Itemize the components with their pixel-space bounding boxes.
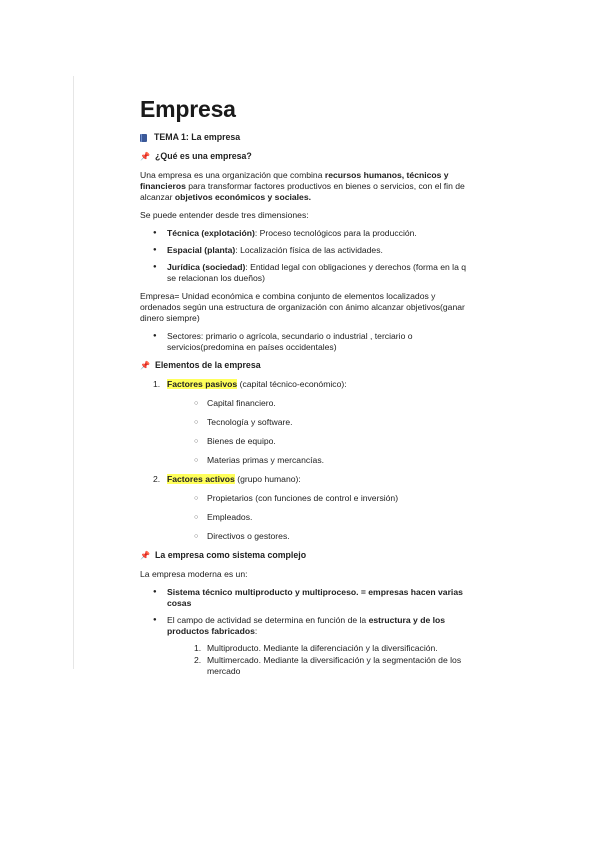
list-item: ● El campo de actividad se determina en función de la estructura y de los productos fabricados: 1. Multiproducto. Mediante la diferenciación y la diversificación. 2. Multimercado. Mediante la diversificación y la segmentación de los mercado: [140, 615, 470, 677]
pin-icon: 📌: [140, 152, 150, 161]
tema-label: TEMA 1: La empresa: [154, 132, 241, 142]
list-item: ○ Empleados.: [167, 512, 470, 523]
list-item: ○ Bienes de equipo.: [167, 436, 470, 447]
list-item: ● Jurídica (sociedad): Entidad legal con obligaciones y derechos (forma en la q se relacionan los dueños): [140, 262, 470, 284]
page-margin-line: [73, 76, 74, 669]
list-item: ○ Materias primas y mercancías.: [167, 455, 470, 466]
tema-heading: [140, 132, 470, 143]
list-item: ○ Tecnología y software.: [167, 417, 470, 428]
empresa-definition: Empresa= Unidad económica e combina conjunto de elementos localizados y ordenados según una estructura de organización con ánimo alcanzar objetivos(ganar dinero siempre): [140, 291, 465, 323]
section-heading-sistema: 📌 La empresa como sistema complejo: [140, 550, 307, 560]
list-item: 1. Multiproducto. Mediante la diferenciación y la diversificación.: [194, 643, 438, 653]
factores-activos-list: [167, 493, 470, 542]
sectores-list: [140, 331, 470, 353]
list-item: ● Técnica (explotación): Proceso tecnológicos para la producción.: [140, 228, 470, 239]
dimensions-intro: Se puede entender desde tres dimensiones:: [140, 210, 309, 220]
sistema-list: [140, 587, 470, 677]
document-body: [140, 96, 470, 684]
list-item: 2. Factores activos (grupo humano): ○ Propietarios (con funciones de control e inversión) ○ Empleados. ○ Directivos o gestores.: [140, 474, 470, 542]
book-icon: [140, 134, 147, 142]
pin-icon: 📌: [140, 551, 150, 560]
sistema-sub-list: [167, 643, 470, 677]
definition-paragraph: Una empresa es una organización que combina recursos humanos, técnicos y financieros para transformar factores productivos en bienes o servicios, con el fin de alcanzar objetivos económicos y sociales.: [140, 170, 465, 202]
section-heading-que-es: 📌 ¿Qué es una empresa?: [140, 151, 252, 161]
list-item: 2. Multimercado. Mediante la diversificación y la segmentación de los mercado: [194, 655, 462, 676]
list-item: ○ Capital financiero.: [167, 398, 470, 409]
list-item: ○ Propietarios (con funciones de control e inversión): [167, 493, 470, 504]
page-title: Empresa: [140, 96, 236, 122]
pin-icon: 📌: [140, 361, 150, 370]
dimensions-list: [140, 228, 470, 284]
list-item: 1. Factores pasivos (capital técnico-económico): ○ Capital financiero. ○ Tecnología y software. ○ Bienes de equipo. ○ Materias primas y mercancías.: [140, 379, 470, 466]
list-item: ● Espacial (planta): Localización física de las actividades.: [140, 245, 470, 256]
list-item: ● Sistema técnico multiproducto y multiproceso. = empresas hacen varias cosas: [140, 587, 470, 609]
list-item: ○ Directivos o gestores.: [167, 531, 470, 542]
section-heading-elementos: 📌 Elementos de la empresa: [140, 360, 261, 370]
factores-pasivos-list: [167, 398, 470, 466]
list-item: ● Sectores: primario o agrícola, secundario o industrial , terciario o servicios(predomina en países occidentales): [140, 331, 470, 353]
sistema-intro: La empresa moderna es un:: [140, 569, 248, 579]
elementos-list: [140, 379, 470, 542]
